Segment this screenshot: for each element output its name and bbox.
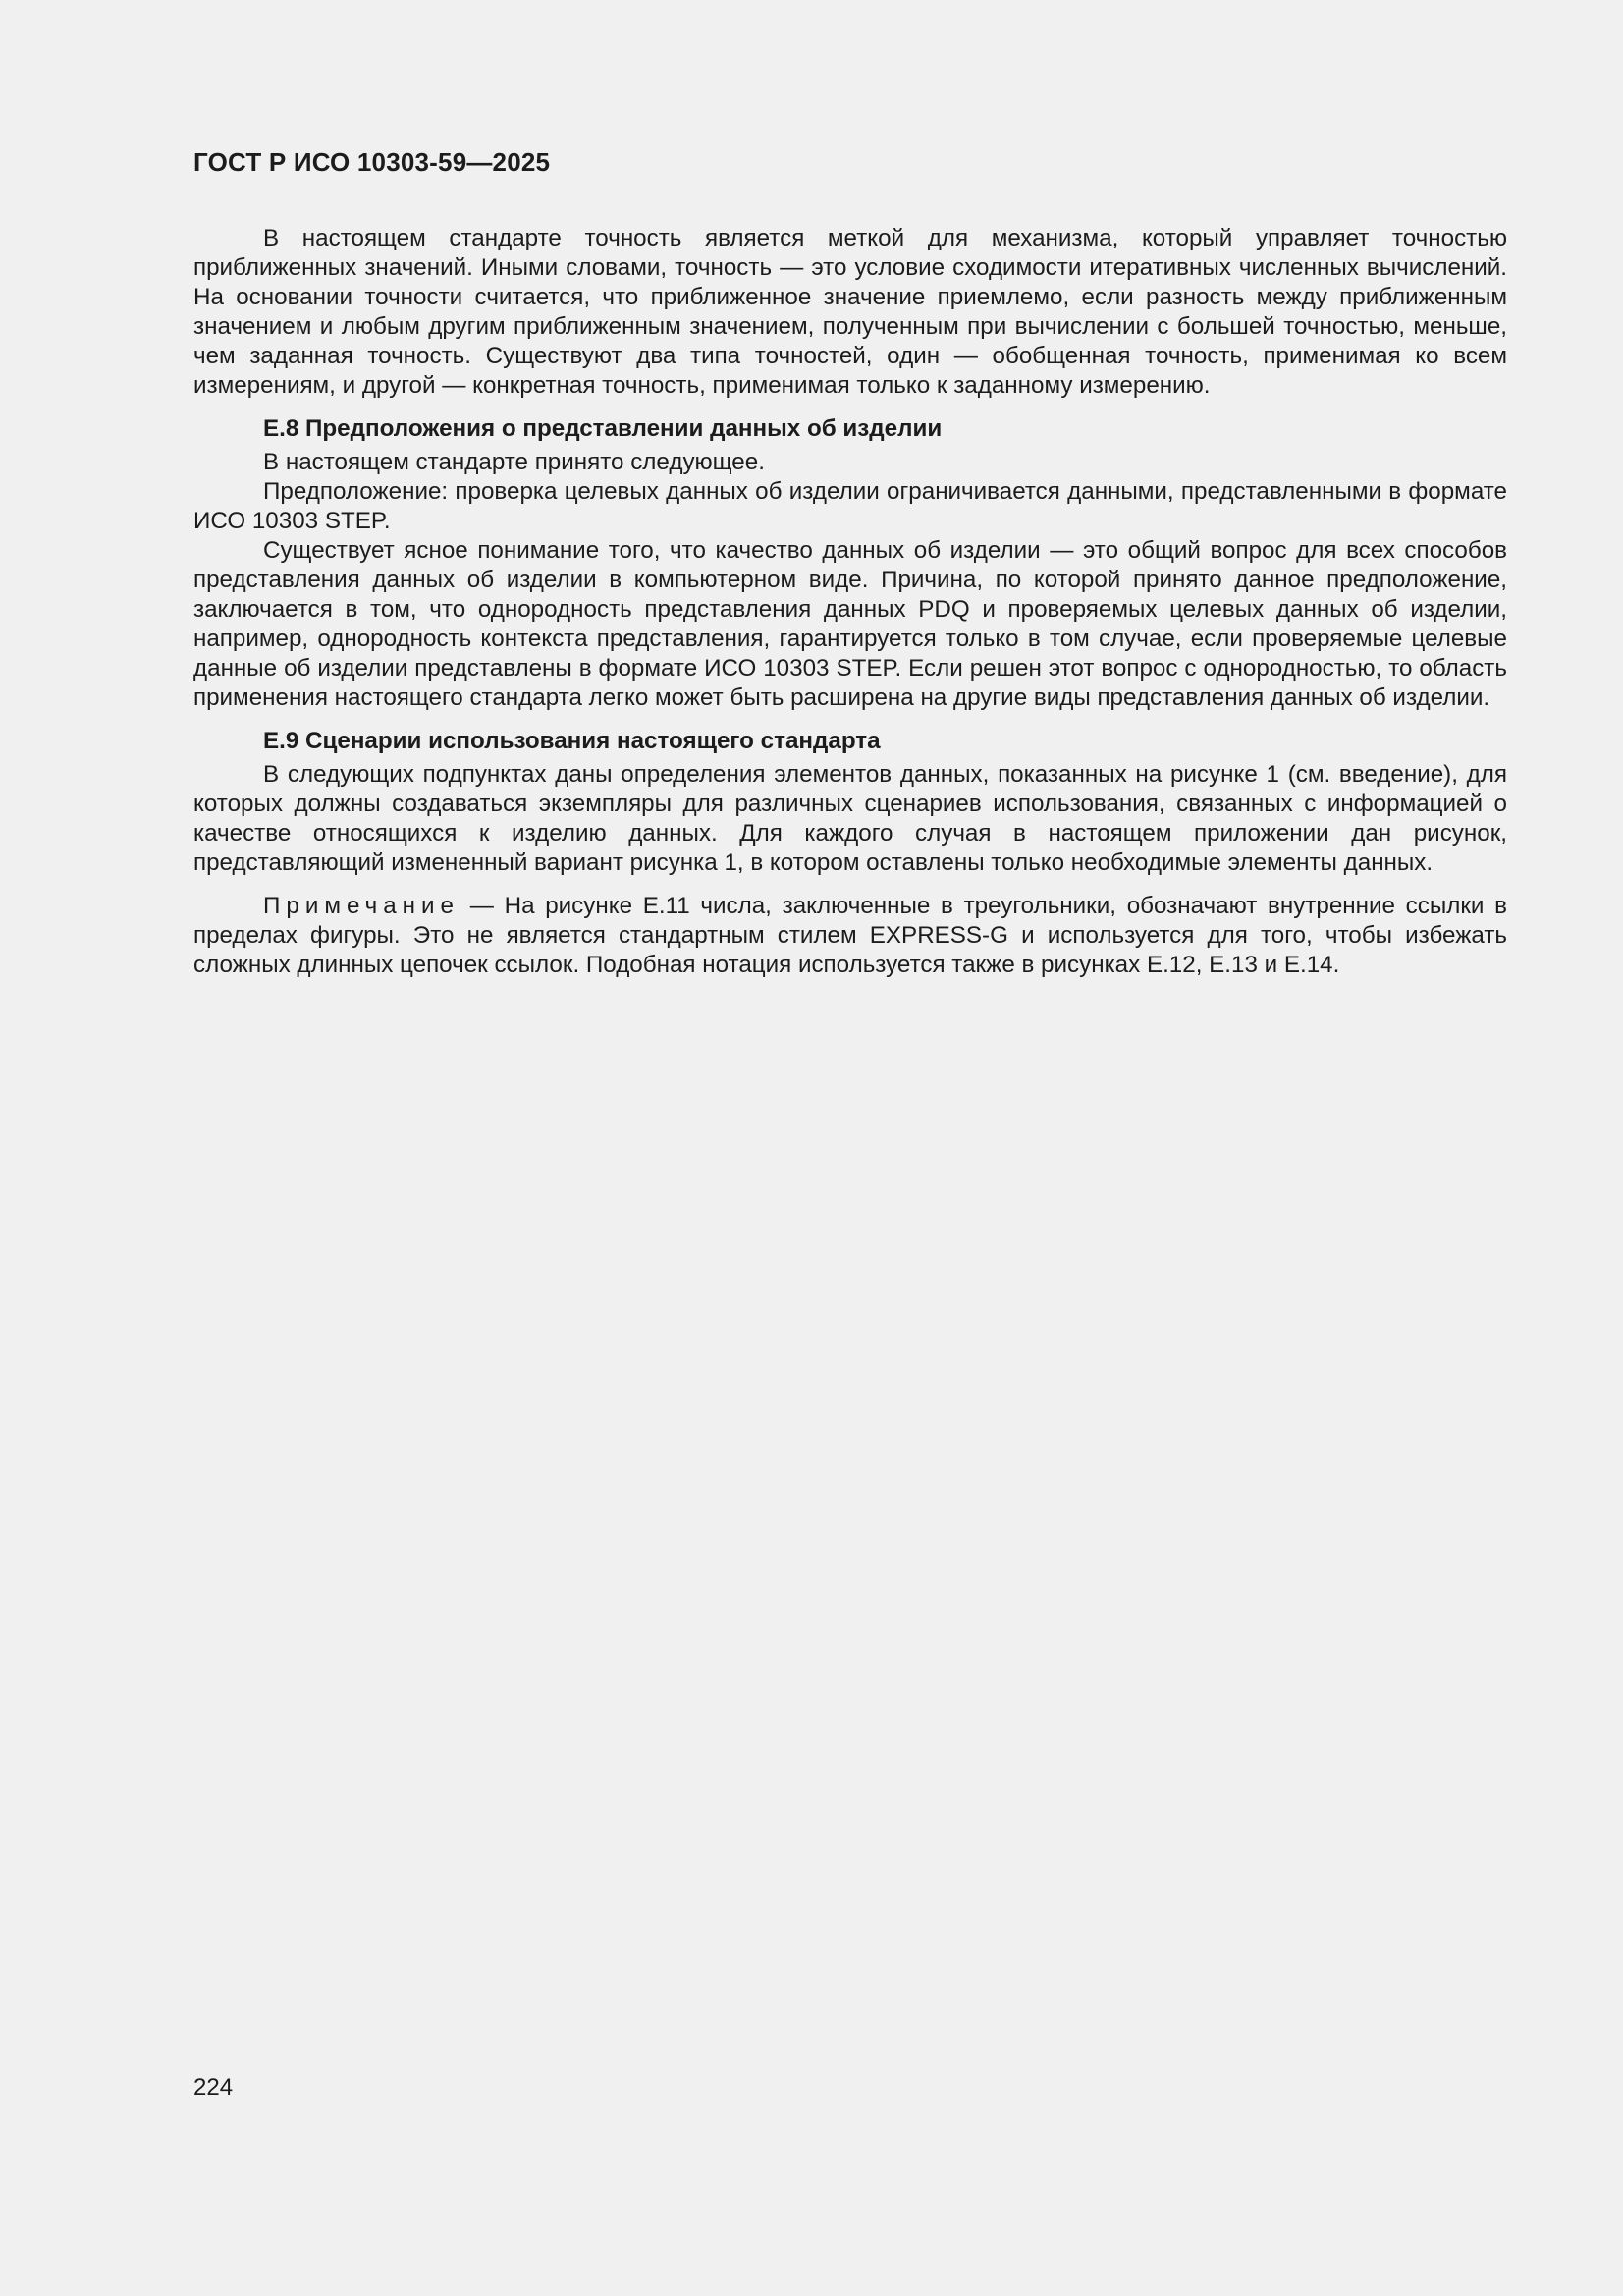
paragraph-scenarios: В следующих подпунктах даны определения элементов данных, показанных на рисунке 1 (см. введение), для которых должны создаваться экземпляры для различных сценариев использования, связанных с информацией о качестве относящихся к изделию данных. Для каждого случая в настоящем приложении дан рисунок, представляющий измененный вариант рисунка 1, в котором оставлены только необходимые элементы данных. [193, 761, 1507, 876]
section-heading-e8: Е.8 Предположения о представлении данных об изделии [263, 415, 943, 442]
paragraph-assumption: Предположение: проверка целевых данных об изделии ограничивается данными, представленными в формате ИСО 10303 STEP. [193, 478, 1507, 534]
document-body [193, 224, 1507, 980]
document-header: ГОСТ Р ИСО 10303-59—2025 [193, 147, 551, 177]
note-label: Примечание [263, 893, 460, 919]
page-number: 224 [193, 2074, 234, 2101]
note-text: — На рисунке Е.11 числа, заключенные в треугольники, обозначают внутренние ссылки в пределах фигуры. Это не является стандартным стилем EXPRESS-G и используется для того, чтобы избежать сложных длинных цепочек ссылок. Подобная нотация используется также в рисунках Е.12, Е.13 и Е.14. [193, 893, 1507, 978]
paragraph-assumption-rationale: Существует ясное понимание того, что качество данных об изделии — это общий вопрос для всех способов представления данных об изделии в компьютерном виде. Причина, по которой принято данное предположение, заключается в том, что однородность представления данных PDQ и проверяемых целевых данных об изделии, например, однородность контекста представления, гарантируется только в том случае, если проверяемые целевые данные об изделии представлены в формате ИСО 10303 STEP. Если решен этот вопрос с однородностью, то область применения настоящего стандарта легко может быть расширена на другие виды представления данных об изделии. [193, 537, 1507, 711]
paragraph-precision: В настоящем стандарте точность является меткой для механизма, который управляет точностью приближенных значений. Иными словами, точность — это условие сходимости итеративных численных вычислений. На основании точности считается, что приближенное значение приемлемо, если разность между приближенным значением и любым другим приближенным значением, полученным при вычислении с большей точностью, меньше, чем заданная точность. Существуют два типа точностей, один — обобщенная точность, применимая ко всем измерениям, и другой — конкретная точность, применимая только к заданному измерению. [193, 225, 1507, 399]
section-heading-e9: Е.9 Сценарии использования настоящего стандарта [263, 728, 881, 754]
note-paragraph [193, 892, 1507, 980]
paragraph-assumption-intro: В настоящем стандарте принято следующее. [263, 449, 765, 475]
